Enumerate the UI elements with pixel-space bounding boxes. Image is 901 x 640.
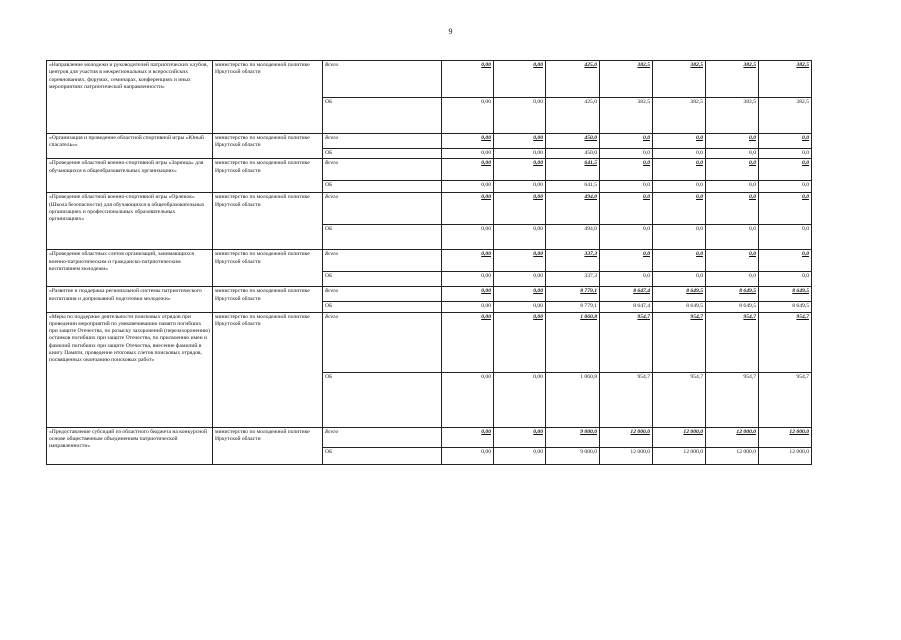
ob-value-cell: 12 000,0: [706, 447, 759, 464]
ob-value-cell: 0,0: [653, 272, 706, 287]
ob-value-cell: 0,0: [653, 149, 706, 159]
source-label-total: Всего: [323, 312, 442, 372]
ob-value-cell: 425,0: [546, 98, 600, 134]
total-value-cell: 0,0: [759, 250, 812, 272]
total-value-cell: 0,00: [494, 287, 546, 302]
ob-value-cell: 0,00: [442, 181, 494, 193]
ob-value-cell: 0,00: [442, 98, 494, 134]
ob-value-cell: 8 649,5: [653, 302, 706, 312]
total-value-cell: 0,0: [653, 134, 706, 149]
total-value-cell: 954,7: [706, 312, 759, 372]
ob-value-cell: 0,00: [442, 372, 494, 427]
total-value-cell: 12 000,0: [600, 427, 653, 447]
total-value-cell: 8 649,5: [706, 287, 759, 302]
source-label-ob: ОБ: [323, 272, 442, 287]
source-label-ob: ОБ: [323, 181, 442, 193]
ob-value-cell: 0,0: [600, 181, 653, 193]
ob-value-cell: 12 000,0: [653, 447, 706, 464]
measure-name: «Проведение областной военно-спортивной игры «Зарница» для обучающихся в общеобразовательных организациях»: [47, 159, 213, 193]
total-value-cell: 0,0: [759, 159, 812, 181]
ob-value-cell: 382,5: [706, 98, 759, 134]
row-total: [47, 427, 812, 447]
ob-value-cell: 0,0: [653, 225, 706, 250]
ob-value-cell: 0,00: [442, 272, 494, 287]
ob-value-cell: 382,5: [653, 98, 706, 134]
total-value-cell: 9 000,0: [546, 427, 600, 447]
measure-name: «Проведение областных слетов организаций, занимающихся военно-патриотическим и гражданско-патриотическим воспитанием молодежи»: [47, 250, 213, 287]
source-label-ob: ОБ: [323, 372, 442, 427]
measure-name: «Развитие и поддержка региональной системы патриотического воспитания и допризывной подготовки молодежи»: [47, 287, 213, 312]
total-value-cell: 382,5: [759, 61, 812, 98]
ob-value-cell: 0,00: [494, 372, 546, 427]
responsible-executor: министерство по молодежной политике Иркутской области: [213, 159, 323, 193]
row-total: [47, 193, 812, 225]
measure-name: «Предоставление субсидий из областного бюджета на конкурсной основе общественным объединениям патриотической направленности»: [47, 427, 213, 464]
total-value-cell: 0,0: [759, 193, 812, 225]
ob-value-cell: 0,00: [442, 447, 494, 464]
total-value-cell: 0,00: [494, 193, 546, 225]
total-value-cell: 8 649,5: [759, 287, 812, 302]
page-number: 9: [448, 27, 453, 36]
responsible-executor: министерство по молодежной политике Иркутской области: [213, 250, 323, 287]
source-label-ob: ОБ: [323, 447, 442, 464]
source-label-total: Всего: [323, 250, 442, 272]
source-label-total: Всего: [323, 159, 442, 181]
total-value-cell: 0,0: [600, 159, 653, 181]
total-value-cell: 954,7: [600, 312, 653, 372]
ob-value-cell: 0,0: [706, 272, 759, 287]
total-value-cell: 0,00: [442, 287, 494, 302]
responsible-executor: министерство по молодежной политике Иркутской области: [213, 61, 323, 134]
ob-value-cell: 954,7: [706, 372, 759, 427]
ob-value-cell: 954,7: [600, 372, 653, 427]
source-label-ob: ОБ: [323, 149, 442, 159]
ob-value-cell: 0,0: [600, 272, 653, 287]
total-value-cell: 12 000,0: [706, 427, 759, 447]
total-value-cell: 12 000,0: [653, 427, 706, 447]
total-value-cell: 450,0: [546, 134, 600, 149]
ob-value-cell: 0,0: [706, 181, 759, 193]
total-value-cell: 0,00: [494, 250, 546, 272]
total-value-cell: 0,0: [653, 193, 706, 225]
source-label-ob: ОБ: [323, 98, 442, 134]
total-value-cell: 382,5: [706, 61, 759, 98]
ob-value-cell: 0,00: [494, 447, 546, 464]
total-value-cell: 0,0: [600, 193, 653, 225]
total-value-cell: 0,00: [442, 61, 494, 98]
ob-value-cell: 641,5: [546, 181, 600, 193]
total-value-cell: 494,0: [546, 193, 600, 225]
row-total: [47, 250, 812, 272]
ob-value-cell: 0,00: [494, 181, 546, 193]
ob-value-cell: 0,00: [442, 302, 494, 312]
ob-value-cell: 0,00: [494, 302, 546, 312]
ob-value-cell: 0,00: [494, 225, 546, 250]
total-value-cell: 0,00: [442, 312, 494, 372]
ob-value-cell: 382,5: [600, 98, 653, 134]
responsible-executor: министерство по молодежной политике Иркутской области: [213, 427, 323, 464]
ob-value-cell: 0,0: [706, 149, 759, 159]
total-value-cell: 337,3: [546, 250, 600, 272]
source-label-total: Всего: [323, 134, 442, 149]
total-value-cell: 0,00: [442, 193, 494, 225]
total-value-cell: 0,00: [494, 61, 546, 98]
measure-name: «Организация и проведение областной спортивной игры «Юный спасатель»»: [47, 134, 213, 159]
source-label-total: Всего: [323, 427, 442, 447]
ob-value-cell: 382,5: [759, 98, 812, 134]
measure-name: «Проведение областной военно-спортивной игры «Орленок» (Школа безопасности) для обучающихся в общеобразовательных организациях и профессиональных образовательных организациях»: [47, 193, 213, 250]
total-value-cell: 12 000,0: [759, 427, 812, 447]
ob-value-cell: 9 000,0: [546, 447, 600, 464]
row-total: [47, 159, 812, 181]
row-total: [47, 61, 812, 98]
ob-value-cell: 954,7: [653, 372, 706, 427]
responsible-executor: министерство по молодежной политике Иркутской области: [213, 312, 323, 427]
ob-value-cell: 8 647,4: [600, 302, 653, 312]
total-value-cell: 0,00: [442, 250, 494, 272]
responsible-executor: министерство по молодежной политике Иркутской области: [213, 287, 323, 312]
total-value-cell: 0,00: [442, 159, 494, 181]
total-value-cell: 425,0: [546, 61, 600, 98]
responsible-executor: министерство по молодежной политике Иркутской области: [213, 193, 323, 250]
ob-value-cell: 0,0: [759, 225, 812, 250]
source-label-ob: ОБ: [323, 302, 442, 312]
ob-value-cell: 12 000,0: [600, 447, 653, 464]
total-value-cell: 0,0: [706, 193, 759, 225]
ob-value-cell: 0,0: [653, 181, 706, 193]
ob-value-cell: 1 060,8: [546, 372, 600, 427]
total-value-cell: 382,5: [600, 61, 653, 98]
ob-value-cell: 0,0: [600, 225, 653, 250]
total-value-cell: 0,0: [706, 134, 759, 149]
ob-value-cell: 0,00: [442, 225, 494, 250]
total-value-cell: 8 779,1: [546, 287, 600, 302]
total-value-cell: 0,0: [706, 250, 759, 272]
ob-value-cell: 0,00: [494, 149, 546, 159]
total-value-cell: 8 649,5: [653, 287, 706, 302]
total-value-cell: 382,5: [653, 61, 706, 98]
row-total: [47, 312, 812, 372]
total-value-cell: 0,00: [494, 427, 546, 447]
ob-value-cell: 0,0: [759, 149, 812, 159]
ob-value-cell: 0,0: [600, 149, 653, 159]
source-label-total: Всего: [323, 193, 442, 225]
total-value-cell: 0,00: [442, 427, 494, 447]
ob-value-cell: 0,00: [442, 149, 494, 159]
ob-value-cell: 8 779,1: [546, 302, 600, 312]
measure-name: «Направление молодежи и руководителей патриотических клубов, центров для участия в межрегиональных и всероссийских соревнованиях, форумах, семинарах, конференциях и иных мероприятиях патриотической направленности»: [47, 61, 213, 134]
responsible-executor: министерство по молодежной политике Иркутской области: [213, 134, 323, 159]
total-value-cell: 954,7: [759, 312, 812, 372]
total-value-cell: 0,0: [653, 159, 706, 181]
source-label-total: Всего: [323, 287, 442, 302]
total-value-cell: 0,00: [442, 134, 494, 149]
source-label-ob: ОБ: [323, 225, 442, 250]
source-label-total: Всего: [323, 61, 442, 98]
total-value-cell: 0,0: [653, 250, 706, 272]
ob-value-cell: 0,00: [494, 98, 546, 134]
ob-value-cell: 494,0: [546, 225, 600, 250]
total-value-cell: 0,0: [706, 159, 759, 181]
ob-value-cell: 450,0: [546, 149, 600, 159]
ob-value-cell: 954,7: [759, 372, 812, 427]
measure-name: «Меры по поддержке деятельности поисковых отрядов при проведении мероприятий по увековечиванию памяти погибших при защите Отечества, по розыску захоронений (перезахоронению) останков погибших при защите Отечества, по присвоению имен и фамилий погибших при защите Отечества, внесение фамилий в книгу Памяти, проведение итоговых слетов поисковых отрядов, посвященных окончанию поисковых работ»: [47, 312, 213, 427]
ob-value-cell: 8 649,5: [706, 302, 759, 312]
total-value-cell: 0,0: [600, 250, 653, 272]
total-value-cell: 0,00: [494, 134, 546, 149]
total-value-cell: 8 647,4: [600, 287, 653, 302]
row-total: [47, 287, 812, 302]
ob-value-cell: 0,00: [494, 272, 546, 287]
total-value-cell: 0,0: [600, 134, 653, 149]
row-total: [47, 134, 812, 149]
ob-value-cell: 0,0: [706, 225, 759, 250]
ob-value-cell: 8 649,5: [759, 302, 812, 312]
budget-table: [46, 60, 812, 465]
ob-value-cell: 337,3: [546, 272, 600, 287]
total-value-cell: 1 060,8: [546, 312, 600, 372]
ob-value-cell: 12 000,0: [759, 447, 812, 464]
total-value-cell: 954,7: [653, 312, 706, 372]
total-value-cell: 641,5: [546, 159, 600, 181]
ob-value-cell: 0,0: [759, 272, 812, 287]
ob-value-cell: 0,0: [759, 181, 812, 193]
total-value-cell: 0,0: [759, 134, 812, 149]
total-value-cell: 0,00: [494, 312, 546, 372]
total-value-cell: 0,00: [494, 159, 546, 181]
